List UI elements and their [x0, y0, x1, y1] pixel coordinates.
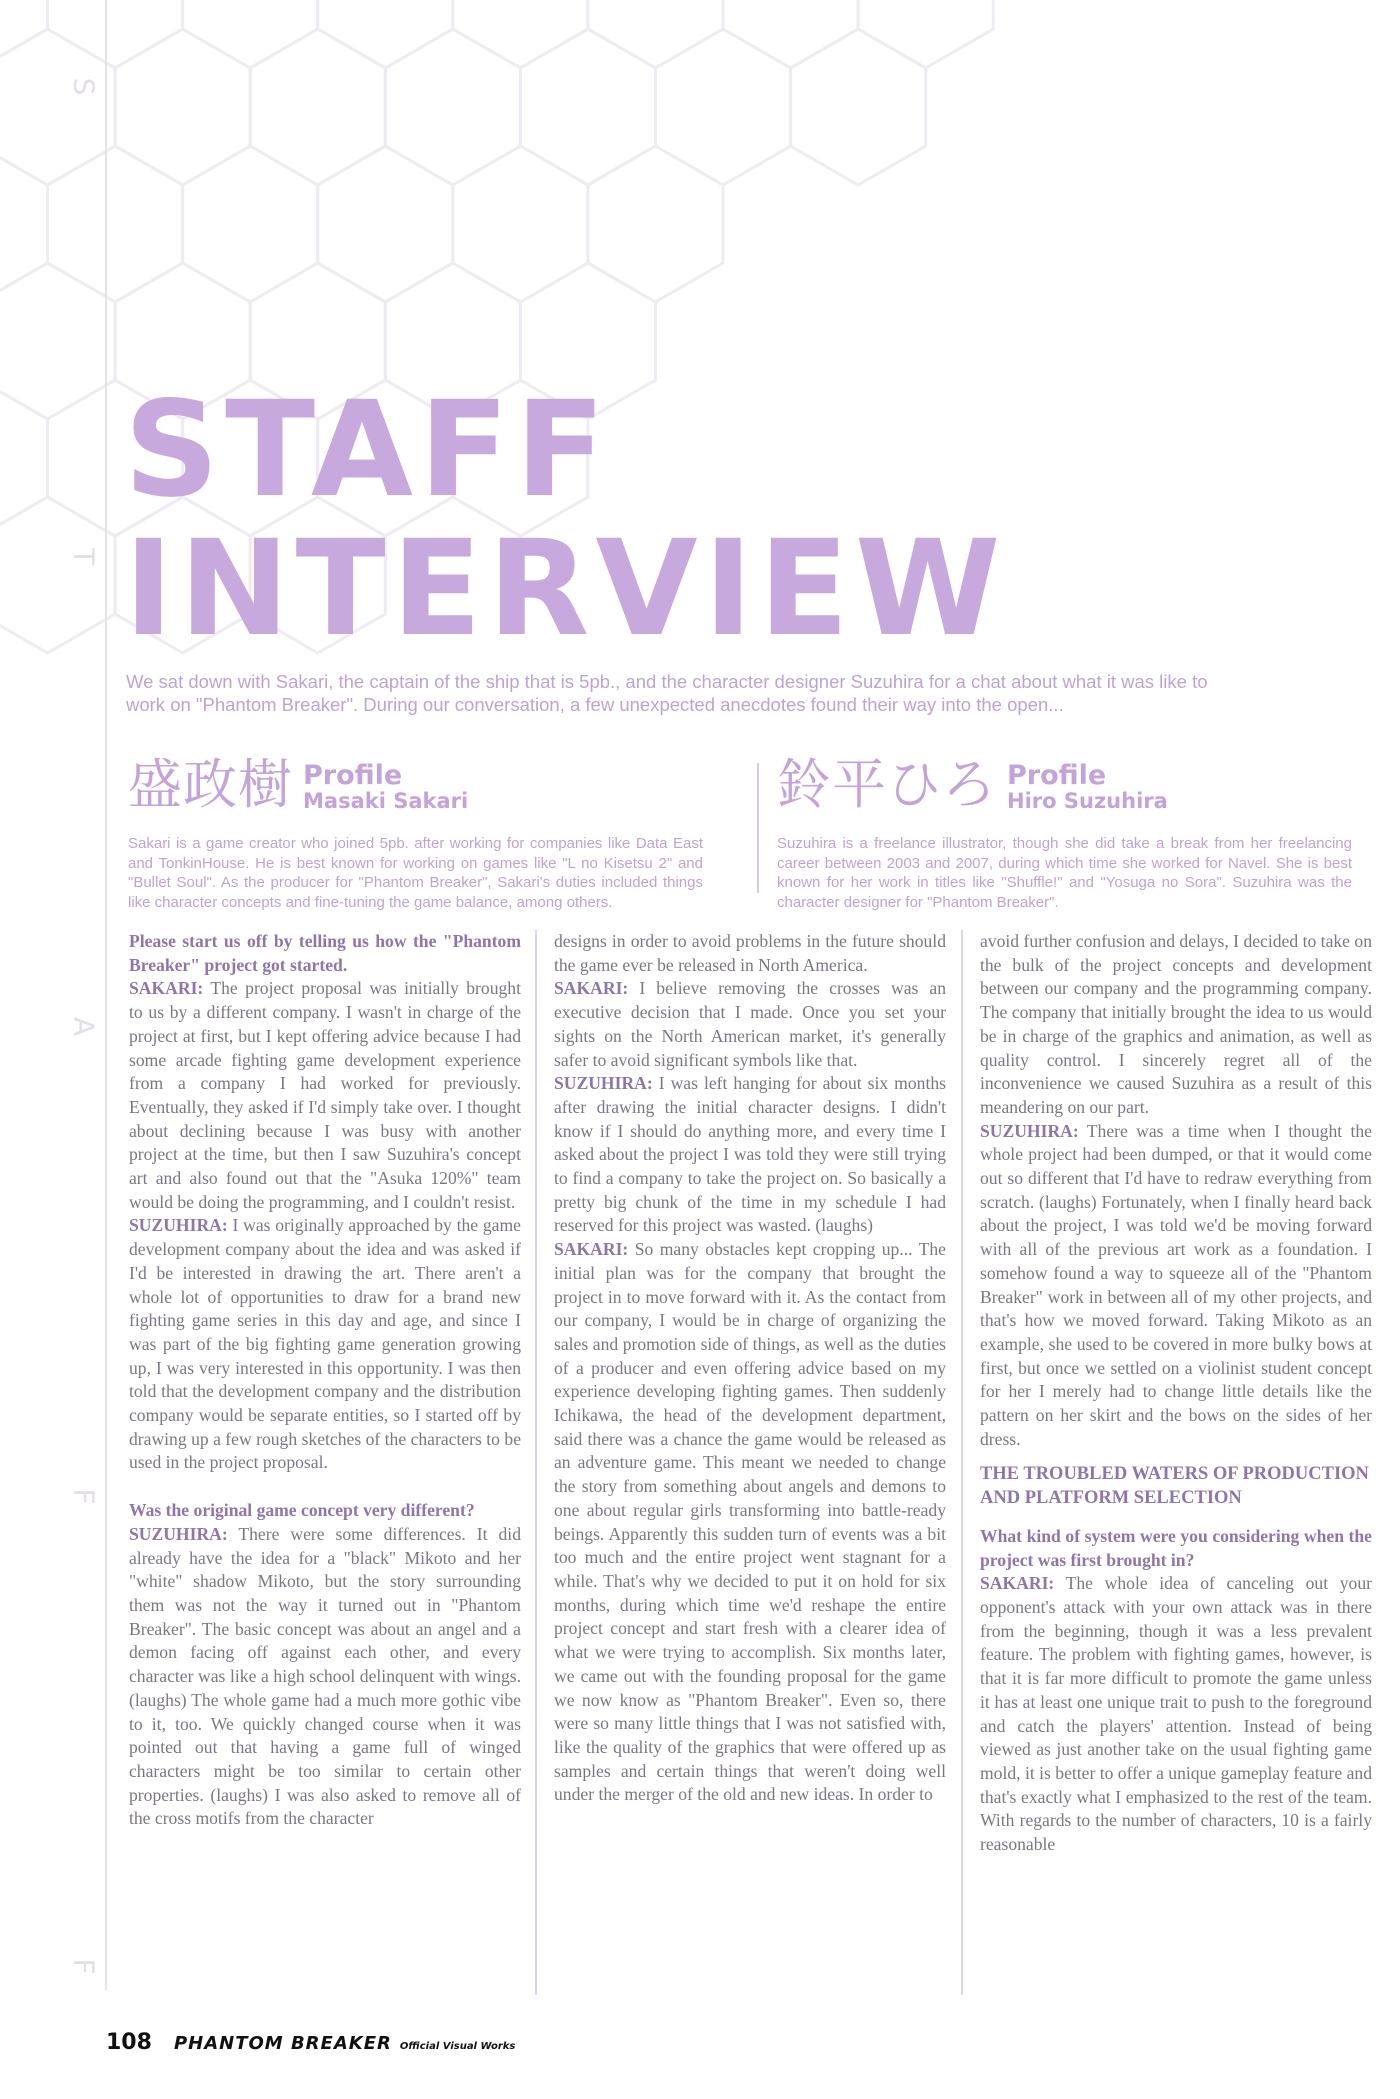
hexagon-outline — [318, 0, 453, 68]
interview-question: Was the original game concept very different? — [129, 1500, 475, 1521]
speaker-label: SAKARI: — [554, 1239, 629, 1260]
footer-subtitle: Official Visual Works — [399, 2041, 516, 2052]
hexagon-outline — [723, 0, 858, 68]
hexagon-outline — [588, 0, 723, 68]
page-title-line-2: INTERVIEW — [124, 512, 1007, 666]
hexagon-outline — [318, 146, 453, 302]
speaker-label: SUZUHIRA: — [129, 1523, 228, 1544]
hexagon-outline — [115, 29, 250, 185]
article-column-1 — [129, 930, 521, 1831]
profile-name: Hiro Suzuhira — [1007, 789, 1168, 813]
hexagon-outline — [791, 29, 926, 185]
profile-label-block — [1007, 756, 1168, 813]
article-column-3 — [980, 930, 1372, 1857]
hexagon-outline — [0, 497, 115, 653]
profile-suzuhira — [777, 753, 1352, 912]
hexagon-outline — [183, 146, 318, 302]
hexagon-outline — [656, 29, 791, 185]
answer-text: There were some differences. It did already have the idea for a "black" Mikoto and her "white" shadow Mikoto, but the story surrounding them was not the way it turned out in "Phantom Breaker". The basic concept was about an angel and a demon facing off against each other, and every character was like a high school delinquent with wings. (laughs) The whole game had a much more gothic vibe to it, too. We quickly changed course when it was pointed out that having a game full of winged characters might be too similar to certain other properties. (laughs) I was also asked to remove all of the cross motifs from the character — [129, 1523, 521, 1829]
hexagon-outline — [858, 0, 993, 68]
hexagon-outline — [0, 29, 115, 185]
profile-sakari — [128, 753, 703, 912]
side-letter: S — [67, 77, 101, 96]
article-column-2 — [554, 930, 946, 1807]
hexagon-outline — [48, 0, 183, 68]
hexagon-outline — [0, 380, 48, 536]
side-letter: A — [67, 1016, 101, 1037]
answer-text: The whole idea of canceling out your opponent's attack with your own attack was in there from the beginning, though it was a less prevalent feature. The problem with fighting games, however, is that it is far more difficult to promote the game unless it has at least one unique trait to push to the foreground and catch the players' attention. Instead of being viewed as just another take on the usual fighting game mold, it is better to offer a unique gameplay feature and that's exactly what I emphasized to the rest of the team. With regards to the number of characters, 10 is a fairly reasonable — [980, 1573, 1372, 1855]
hexagon-outline — [520, 29, 655, 185]
profile-label-block — [303, 756, 468, 813]
answer-text: I was left hanging for about six months after drawing the initial character designs. I didn't know if I should do anything more, and every time I asked about the project I was told they were still trying to find a company to take the project on. So basically a pretty big chunk of the time in my schedule I had reserved for this project was wasted. (laughs) — [554, 1073, 946, 1236]
page-number: 108 — [106, 2030, 152, 2055]
answer-text: designs in order to avoid problems in the future should the game ever be released in North America. — [554, 931, 946, 975]
section-heading: THE TROUBLED WATERS OF PRODUCTION AND PLATFORM SELECTION — [980, 1464, 1369, 1509]
column-divider — [961, 930, 963, 1995]
profile-kanji-name: 鈴平ひろ — [777, 753, 997, 816]
speaker-label: SUZUHIRA: — [554, 1073, 653, 1094]
profile-kanji-name: 盛政樹 — [128, 753, 293, 816]
answer-text: I was originally approached by the game development company about the idea and was asked if I'd be interested in drawing the art. There aren't a whole lot of opportunities to draw for a brand new fighting game series in this day and age, and since I was part of the big fighting game generation growing up, I was very interested in this opportunity. I was then told that the development company and the distribution company would be separate entities, so I started off by drawing up a few rough sketches of the characters to be used in the project proposal. — [129, 1215, 521, 1473]
answer-text: So many obstacles kept cropping up... The initial plan was for the company that brought the project in to move forward with it. As the contact from our company, I would be in charge of organizing the sales and promotion side of things, as well as the duties of a producer and even offering advice based on my experience developing fighting games. Then suddenly Ichikawa, the head of the development department, said there was a chance the game would be released as an adventure game. This meant we needed to change the story from something about angels and demons to one about regular girls transforming into battle-ready beings. Apparently this sudden turn of events was a bit too much and the entire project went stagnant for a while. That's why we decided to put it on hold for six months, during which time we'd reshape the entire project concept and start fresh with a clearer idea of what we were trying to accomplish. Six months later, we came out with the founding proposal for the game we now know as "Phantom Breaker". Even so, there were so many little things that I was not satisfied with, like the quality of the graphics that were offered up as samples and certain things that weren't doing well under the merger of the old and new ideas. In order to — [554, 1239, 946, 1805]
profile-label: Profile — [1007, 760, 1107, 791]
speaker-label: SAKARI: — [980, 1573, 1055, 1594]
speaker-label: SAKARI: — [129, 978, 204, 999]
page-title-line-1: STAFF — [124, 373, 612, 527]
hexagon-outline — [48, 146, 183, 302]
hexagon-outline — [453, 146, 588, 302]
profile-name: Masaki Sakari — [303, 789, 469, 813]
answer-text: I believe removing the crosses was an executive decision that I made. Once you set your sights on the North American market, it's generally safer to avoid significant symbols like that. — [554, 978, 947, 1070]
profile-divider — [757, 763, 759, 893]
page-footer — [106, 2030, 515, 2055]
left-vertical-rule — [105, 0, 107, 1990]
side-letter: F — [67, 1488, 101, 1505]
hexagon-outline — [0, 146, 48, 302]
answer-text: avoid further confusion and delays, I decided to take on the bulk of the project concepts and development between our company and the programming company. The company that initially brought the idea to us would be in charge of the graphics and animation, as well as quality control. I sincerely regret all of the inconvenience we caused Suzuhira as a result of this meandering on our part. — [980, 931, 1372, 1117]
hexagon-outline — [250, 29, 385, 185]
hexagon-outline — [183, 0, 318, 68]
profile-bio: Sakari is a game creator who joined 5pb. after working for companies like Data East and TonkinHouse. He is best known for working on games like "L no Kisetsu 2" and "Bullet Soul". As the producer for "Phantom Breaker", Sakari's duties included things like character concepts and fine-tuning the game balance, among others. — [128, 835, 703, 911]
speaker-label: SUZUHIRA: — [129, 1215, 228, 1236]
hexagon-outline — [385, 29, 520, 185]
profile-bio: Suzuhira is a freelance illustrator, though she did take a break from her freelancing career between 2003 and 2007, during which time she worked for Navel. She is best known for her work in titles like "Shuffle!" and "Yosuga no Sora". Suzuhira was the character designer for "Phantom Breaker". — [777, 835, 1352, 911]
intro-paragraph: We sat down with Sakari, the captain of the ship that is 5pb., and the character designer Suzuhira for a chat about what it was like to work on "Phantom Breaker". During our conversation, a few unexpected anecdotes found their way into the open... — [126, 671, 1208, 715]
footer-game-title: PHANTOM BREAKER — [173, 2033, 392, 2054]
interview-question: What kind of system were you considering when the project was first brought in? — [980, 1525, 1372, 1570]
side-letter: F — [67, 1958, 101, 1975]
interview-question: Please start us off by telling us how the "Phantom Breaker" project got started. — [129, 931, 521, 975]
profile-header — [777, 753, 1352, 824]
speaker-label: SUZUHIRA: — [980, 1120, 1079, 1141]
hexagon-outline — [0, 263, 115, 419]
column-divider — [535, 930, 537, 1995]
answer-text: The project proposal was initially brought to us by a different company. I wasn't in charge of the project at first, but I kept offering advice because I had some arcade fighting game development experience from a company I had worked for previously. Eventually, they asked if I'd simply take over. I thought about declining because I was busy with another project at the time, but then I saw Suzuhira's concept art and also found out that the "Asuka 120%" team would be doing the programming, and I couldn't resist. — [129, 978, 521, 1212]
side-letter: T — [67, 547, 101, 566]
answer-text: There was a time when I thought the whole project had been dumped, or that it would come out so different that I'd have to redraw everything from scratch. (laughs) Fortunately, when I finally heard back about the project, I was told we'd be moving forward with all of the previous art work as a foundation. I somehow found a way to squeeze all of the "Phantom Breaker" work in between all of my other projects, and that's how we moved forward. Taking Mikoto as an example, she used to be covered in more bulky bows at first, but once we settled on a violinist student concept for her I merely had to change little details like the pattern on her skirt and the bows on the sides of her dress. — [980, 1120, 1372, 1449]
hexagon-outline — [588, 146, 723, 302]
hexagon-outline — [453, 0, 588, 68]
speaker-label: SAKARI: — [554, 978, 629, 999]
profile-label: Profile — [303, 760, 403, 791]
profile-header — [128, 753, 703, 824]
